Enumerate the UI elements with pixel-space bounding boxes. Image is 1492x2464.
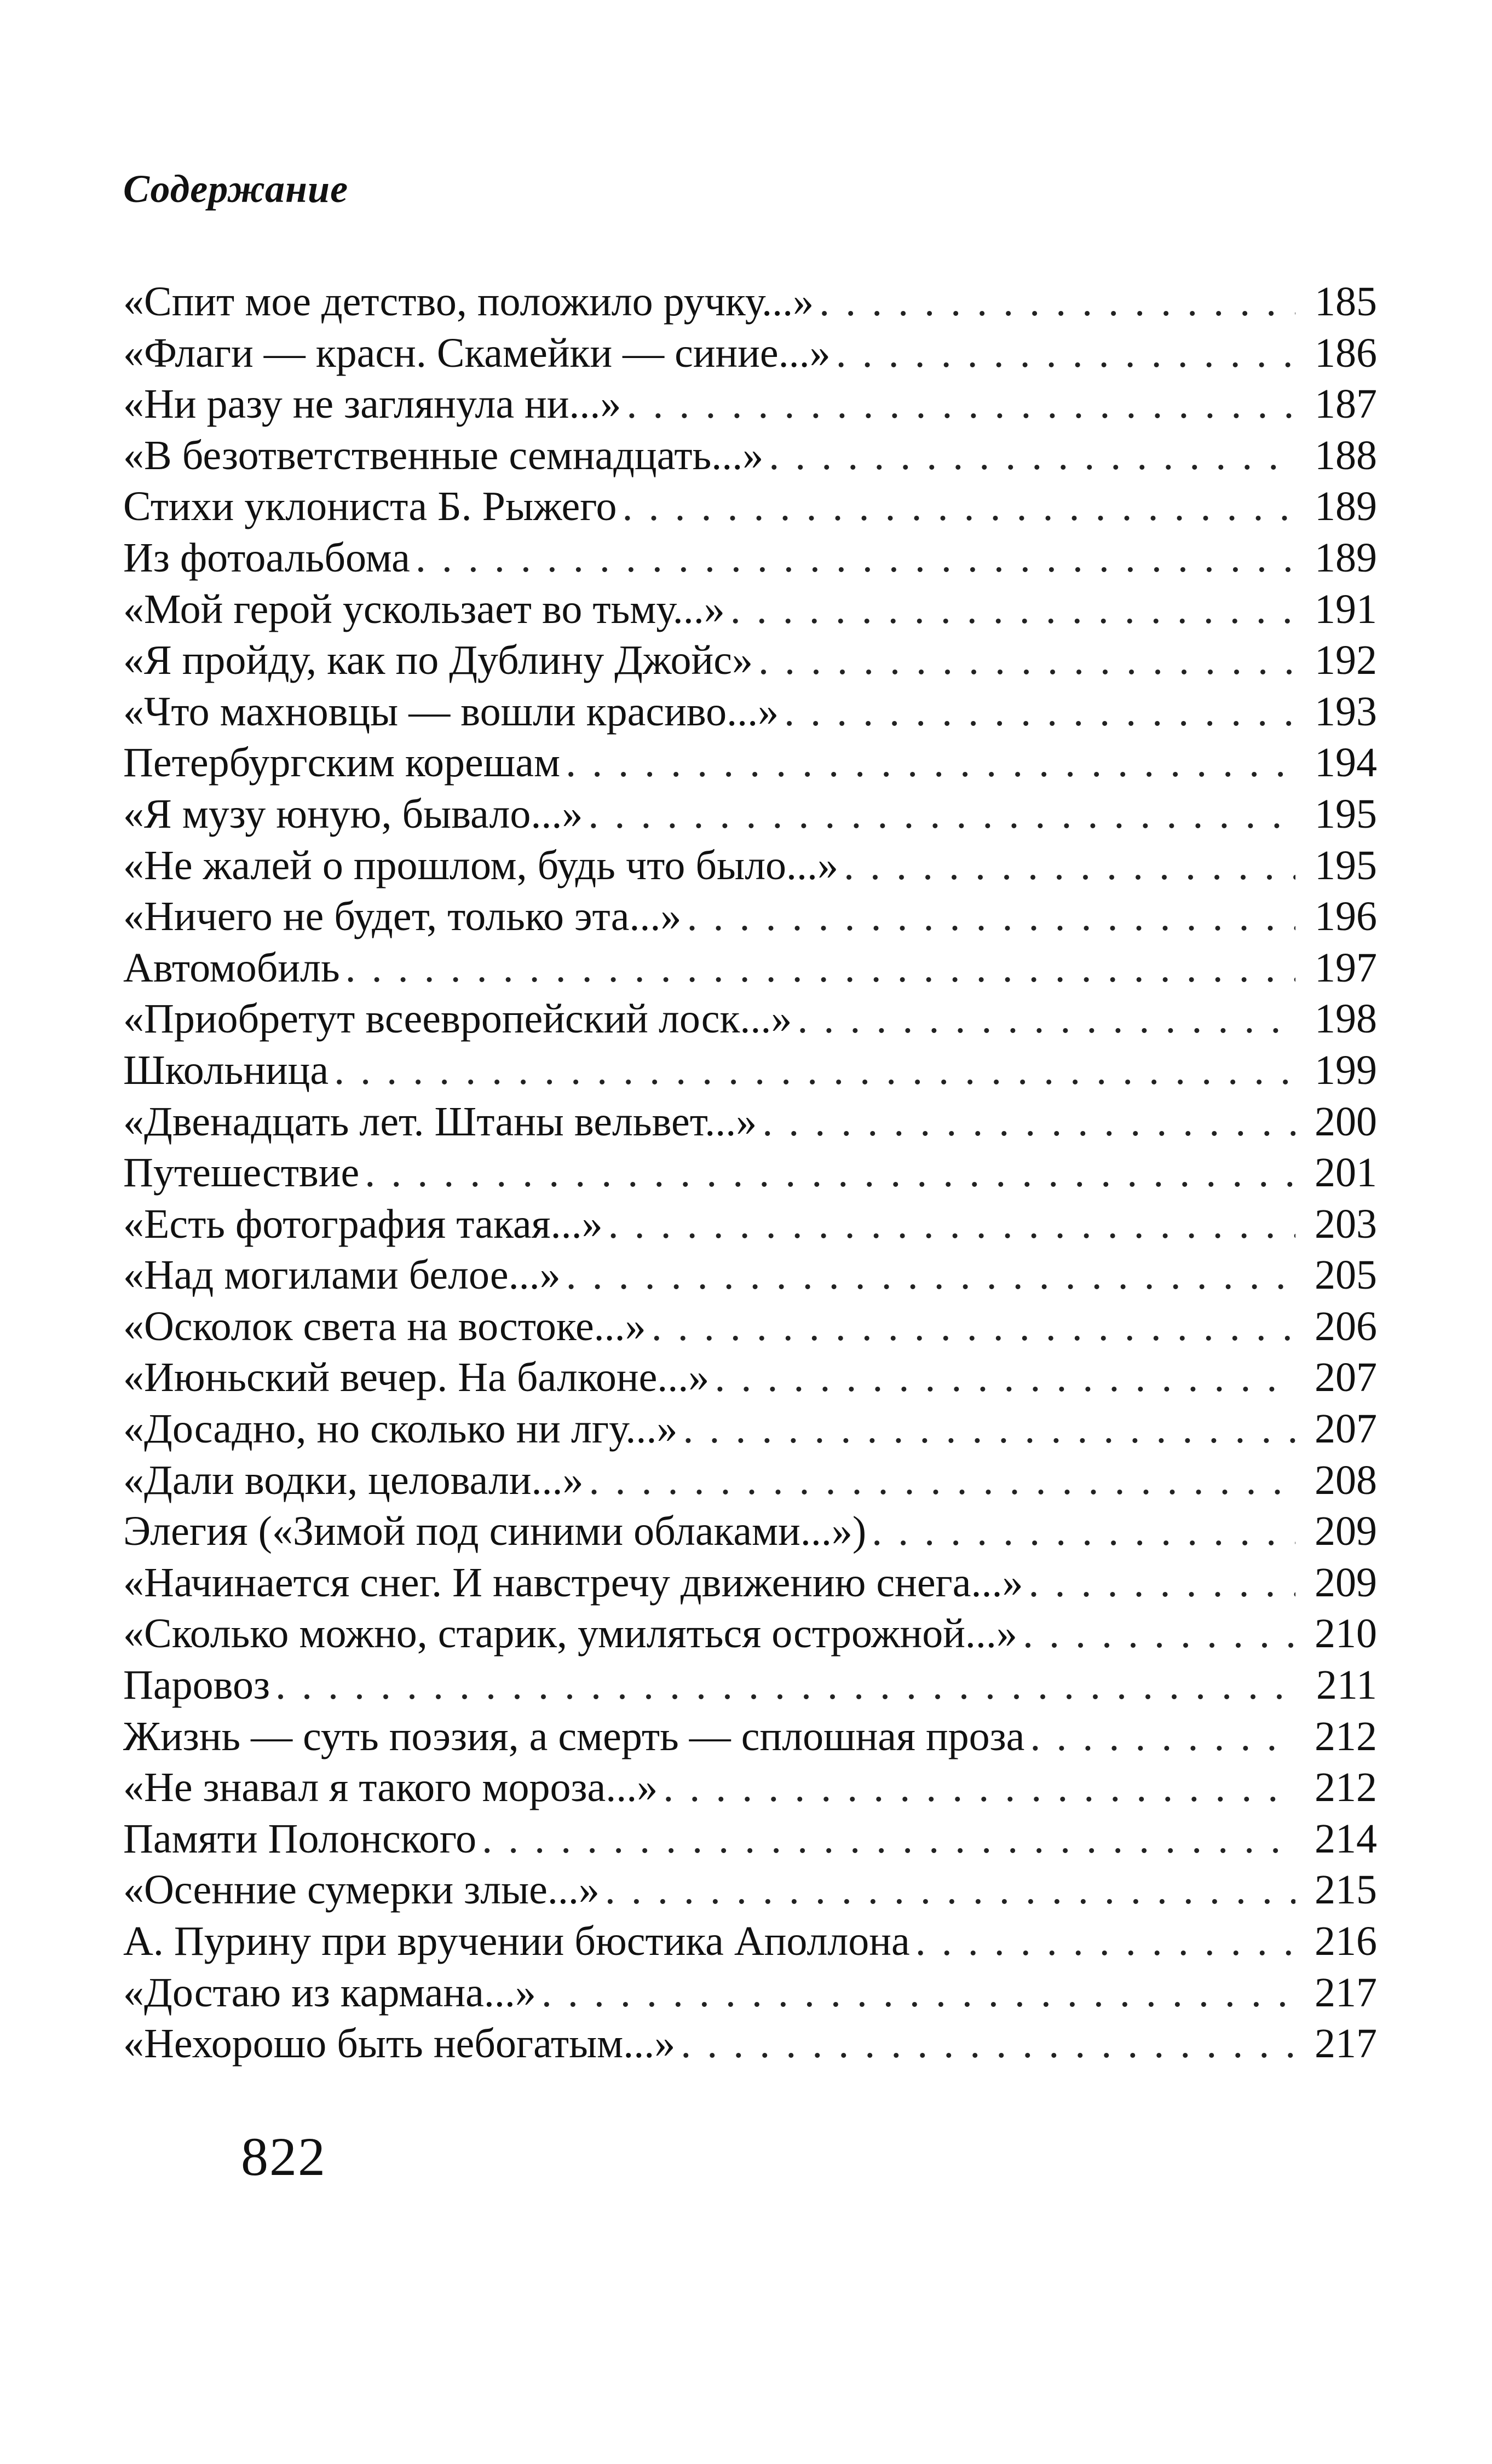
toc-entry [123,1455,1377,1507]
entry-title: «Не знавал я такого мороза...» [123,1764,658,1811]
toc-entry [123,1916,1377,1967]
entry-page-number: 187 [1315,381,1377,428]
entry-page-number: 207 [1315,1354,1377,1401]
dot-leader [334,1045,1295,1097]
dot-leader [1030,1711,1295,1763]
dot-leader [566,1250,1295,1301]
entry-page-number: 196 [1315,893,1377,940]
entry-title: Элегия («Зимой под синими облаками...») [123,1508,867,1555]
toc-entry [123,276,1377,328]
entry-page-number: 199 [1315,1047,1377,1093]
page-number: 822 [241,2126,326,2187]
entry-title: «Двенадцать лет. Штаны вельвет...» [123,1098,757,1145]
dot-leader [758,635,1295,686]
entry-page-number: 217 [1315,2021,1377,2067]
entry-page-number: 198 [1315,996,1377,1042]
entry-title: Путешествие [123,1150,360,1196]
toc-entry [123,2018,1377,2070]
entry-page-number: 209 [1315,1559,1377,1606]
toc-entry [123,1865,1377,1916]
toc-entry [123,379,1377,430]
entry-title: «Дали водки, целовали...» [123,1457,584,1503]
toc-entry [123,737,1377,789]
toc-entry [123,1301,1377,1353]
dot-leader [605,1865,1295,1916]
entry-page-number: 195 [1315,790,1377,837]
dot-leader [730,584,1295,636]
toc-entry [123,1506,1377,1557]
entry-page-number: 194 [1315,740,1377,786]
entry-title: «Я музу юную, бывало...» [123,790,583,837]
toc-entry [123,943,1377,994]
toc-entry [123,1250,1377,1301]
dot-leader [416,533,1295,584]
toc-entry [123,1814,1377,1865]
entry-page-number: 197 [1315,944,1377,991]
entry-page-number: 211 [1316,1662,1377,1709]
dot-leader [623,481,1295,533]
toc-entry [123,789,1377,840]
dot-leader [797,994,1295,1045]
dot-leader [345,943,1295,994]
toc-entry [123,1404,1377,1455]
entry-page-number: 193 [1315,688,1377,735]
dot-leader [608,1199,1295,1250]
entry-page-number: 210 [1315,1611,1377,1657]
toc-entry [123,1967,1377,2019]
entry-title: Жизнь — суть поэзия, а смерть — сплошная проза [123,1713,1025,1759]
toc-entry [123,481,1377,533]
entry-page-number: 214 [1315,1815,1377,1862]
entry-title: «В безответственные семнадцать...» [123,432,764,478]
entry-title: «Приобретут всеевропейский лоск...» [123,996,792,1042]
dot-leader [626,379,1295,430]
entry-page-number: 217 [1315,1969,1377,2016]
entry-title: «Достаю из кармана...» [123,1969,536,2016]
dot-leader [769,430,1295,482]
entry-title: Автомобиль [123,944,340,991]
entry-title: «Досадно, но сколько ни лгу...» [123,1406,678,1452]
entry-title: А. Пурину при вручении бюстика Аполлона [123,1918,910,1964]
toc-entry [123,994,1377,1045]
toc-entry [123,1199,1377,1250]
toc-entry [123,1352,1377,1404]
entry-page-number: 186 [1315,330,1377,376]
dot-leader [663,1762,1295,1814]
toc-entry [123,686,1377,738]
toc-entry [123,533,1377,584]
entry-title: Школьница [123,1047,329,1093]
entry-page-number: 188 [1315,432,1377,478]
entry-title: «Начинается снег. И навстречу движению снега...» [123,1559,1023,1606]
entry-page-number: 208 [1315,1457,1377,1503]
entry-title: «Над могилами белое...» [123,1252,561,1299]
dot-leader [762,1097,1295,1148]
entry-page-number: 216 [1315,1918,1377,1964]
toc-entry [123,1660,1377,1711]
entry-title: «Не жалей о прошлом, будь что было...» [123,842,839,888]
entry-title: «Ничего не будет, только эта...» [123,893,682,940]
entry-page-number: 191 [1315,586,1377,632]
dot-leader [687,891,1295,943]
entry-title: Из фотоальбома [123,534,410,581]
dot-leader [275,1660,1295,1711]
toc-entry [123,1762,1377,1814]
dot-leader [589,1455,1296,1507]
entry-title: «Июньский вечер. На балконе...» [123,1354,710,1401]
entry-page-number: 215 [1315,1867,1377,1913]
entry-title: «Спит мое детство, положило ручку...» [123,279,814,325]
dot-leader [915,1916,1295,1967]
entry-title: «Осколок света на востоке...» [123,1303,646,1349]
entry-page-number: 212 [1315,1764,1377,1811]
dot-leader [566,737,1295,789]
entry-title: «Нехорошо быть небогатым...» [123,2021,676,2067]
entry-title: Петербургским корешам [123,740,561,786]
entry-page-number: 195 [1315,842,1377,888]
entry-page-number: 209 [1315,1508,1377,1555]
toc-entry [123,1711,1377,1763]
entry-page-number: 201 [1315,1150,1377,1196]
entry-title: «Сколько можно, старик, умиляться острожной...» [123,1611,1017,1657]
dot-leader [819,276,1295,328]
entry-title: «Ни разу не заглянула ни...» [123,381,621,428]
dot-leader [365,1147,1295,1199]
entry-title: «Есть фотография такая...» [123,1201,603,1247]
entry-page-number: 189 [1315,534,1377,581]
entry-title: «Мой герой ускользает во тьму...» [123,586,725,632]
dot-leader [681,2018,1295,2070]
toc-entry [123,1557,1377,1609]
dot-leader [542,1967,1295,2019]
entry-page-number: 189 [1315,483,1377,530]
dot-leader [844,840,1295,892]
entry-page-number: 203 [1315,1201,1377,1247]
dot-leader [683,1404,1295,1455]
dot-leader [482,1814,1295,1865]
toc-entry [123,430,1377,482]
toc-entry [123,635,1377,686]
entry-page-number: 185 [1315,279,1377,325]
toc-entry [123,1608,1377,1660]
entry-page-number: 212 [1315,1713,1377,1759]
dot-leader [715,1352,1295,1404]
toc-entry [123,840,1377,892]
dot-leader [1023,1608,1295,1660]
dot-leader [652,1301,1295,1353]
running-header: Содержание [123,167,349,211]
entry-page-number: 206 [1315,1303,1377,1349]
toc-entry [123,584,1377,636]
toc-entry [123,1097,1377,1148]
entry-page-number: 200 [1315,1098,1377,1145]
entry-title: Стихи уклониста Б. Рыжего [123,483,617,530]
entry-title: «Флаги — красн. Скамейки — синие...» [123,330,831,376]
entry-page-number: 207 [1315,1406,1377,1452]
table-of-contents [123,276,1377,2070]
entry-title: «Я пройду, как по Дублину Джойс» [123,637,753,684]
entry-page-number: 192 [1315,637,1377,684]
entry-page-number: 205 [1315,1252,1377,1299]
toc-entry [123,1147,1377,1199]
toc-entry [123,891,1377,943]
toc-entry [123,328,1377,379]
entry-title: «Осенние сумерки злые...» [123,1867,600,1913]
entry-title: «Что махновцы — вошли красиво...» [123,688,779,735]
dot-leader [1028,1557,1295,1609]
dot-leader [784,686,1295,738]
entry-title: Паровоз [123,1662,270,1709]
toc-entry [123,1045,1377,1097]
dot-leader [872,1506,1295,1557]
dot-leader [836,328,1295,379]
entry-title: Памяти Полонского [123,1815,477,1862]
dot-leader [588,789,1295,840]
